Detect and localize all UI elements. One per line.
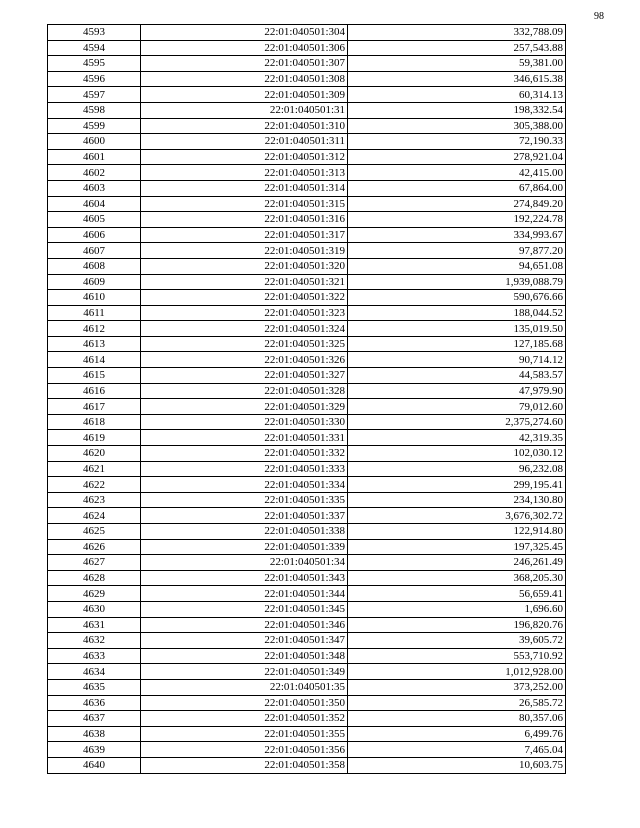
value-cell: 59,381.00 [348,56,566,72]
table-row [48,648,566,664]
cadastral-number-cell: 22:01:040501:312 [141,149,348,165]
cadastral-number-cell: 22:01:040501:343 [141,570,348,586]
row-number-cell: 4628 [48,570,141,586]
row-number-cell: 4620 [48,446,141,462]
row-number-cell: 4624 [48,508,141,524]
value-cell: 39,605.72 [348,633,566,649]
value-cell: 278,921.04 [348,149,566,165]
table-row [48,383,566,399]
row-number-cell: 4599 [48,118,141,134]
table-row [48,664,566,680]
cadastral-value-table [47,24,566,774]
row-number-cell: 4610 [48,290,141,306]
row-number-cell: 4613 [48,336,141,352]
cadastral-number-cell: 22:01:040501:356 [141,742,348,758]
row-number-cell: 4614 [48,352,141,368]
value-cell: 47,979.90 [348,383,566,399]
value-cell: 56,659.41 [348,586,566,602]
value-cell: 234,130.80 [348,492,566,508]
row-number-cell: 4606 [48,227,141,243]
value-cell: 2,375,274.60 [348,414,566,430]
row-number-cell: 4601 [48,149,141,165]
cadastral-number-cell: 22:01:040501:325 [141,336,348,352]
table-row [48,477,566,493]
cadastral-number-cell: 22:01:040501:355 [141,726,348,742]
cadastral-number-cell: 22:01:040501:348 [141,648,348,664]
table-row [48,134,566,150]
cadastral-number-cell: 22:01:040501:327 [141,368,348,384]
row-number-cell: 4639 [48,742,141,758]
value-cell: 198,332.54 [348,102,566,118]
table-row [48,586,566,602]
cadastral-number-cell: 22:01:040501:339 [141,539,348,555]
value-cell: 60,314.13 [348,87,566,103]
row-number-cell: 4626 [48,539,141,555]
row-number-cell: 4617 [48,399,141,415]
table-row [48,305,566,321]
cadastral-number-cell: 22:01:040501:330 [141,414,348,430]
table-row [48,25,566,41]
row-number-cell: 4612 [48,321,141,337]
cadastral-number-cell: 22:01:040501:338 [141,524,348,540]
row-number-cell: 4595 [48,56,141,72]
value-cell: 72,190.33 [348,134,566,150]
cadastral-number-cell: 22:01:040501:317 [141,227,348,243]
cadastral-number-cell: 22:01:040501:311 [141,134,348,150]
row-number-cell: 4627 [48,555,141,571]
row-number-cell: 4618 [48,414,141,430]
table-row [48,368,566,384]
value-cell: 257,543.88 [348,40,566,56]
table-row [48,165,566,181]
table-row [48,274,566,290]
table-row [48,524,566,540]
row-number-cell: 4633 [48,648,141,664]
row-number-cell: 4616 [48,383,141,399]
table-row [48,399,566,415]
cadastral-number-cell: 22:01:040501:315 [141,196,348,212]
row-number-cell: 4615 [48,368,141,384]
cadastral-number-cell: 22:01:040501:345 [141,601,348,617]
cadastral-number-cell: 22:01:040501:316 [141,212,348,228]
value-cell: 7,465.04 [348,742,566,758]
value-cell: 305,388.00 [348,118,566,134]
value-cell: 590,676.66 [348,290,566,306]
cadastral-number-cell: 22:01:040501:329 [141,399,348,415]
row-number-cell: 4600 [48,134,141,150]
cadastral-number-cell: 22:01:040501:308 [141,71,348,87]
value-cell: 346,615.38 [348,71,566,87]
cadastral-number-cell: 22:01:040501:323 [141,305,348,321]
row-number-cell: 4637 [48,711,141,727]
table-row [48,243,566,259]
row-number-cell: 4640 [48,757,141,773]
value-cell: 197,325.45 [348,539,566,555]
value-cell: 97,877.20 [348,243,566,259]
table-row [48,679,566,695]
row-number-cell: 4608 [48,258,141,274]
page-number: 98 [594,11,604,22]
row-number-cell: 4629 [48,586,141,602]
table-row [48,461,566,477]
row-number-cell: 4636 [48,695,141,711]
cadastral-number-cell: 22:01:040501:314 [141,180,348,196]
cadastral-number-cell: 22:01:040501:34 [141,555,348,571]
table-row [48,742,566,758]
value-cell: 79,012.60 [348,399,566,415]
value-cell: 42,319.35 [348,430,566,446]
row-number-cell: 4635 [48,679,141,695]
row-number-cell: 4611 [48,305,141,321]
row-number-cell: 4632 [48,633,141,649]
cadastral-number-cell: 22:01:040501:320 [141,258,348,274]
table-row [48,227,566,243]
value-cell: 1,696.60 [348,601,566,617]
value-cell: 94,651.08 [348,258,566,274]
row-number-cell: 4597 [48,87,141,103]
table-row [48,196,566,212]
table-row [48,492,566,508]
table-row [48,336,566,352]
row-number-cell: 4638 [48,726,141,742]
table-row [48,446,566,462]
table-row [48,633,566,649]
cadastral-number-cell: 22:01:040501:324 [141,321,348,337]
row-number-cell: 4594 [48,40,141,56]
value-cell: 102,030.12 [348,446,566,462]
value-cell: 334,993.67 [348,227,566,243]
cadastral-number-cell: 22:01:040501:332 [141,446,348,462]
value-cell: 10,603.75 [348,757,566,773]
table-row [48,290,566,306]
cadastral-number-cell: 22:01:040501:322 [141,290,348,306]
cadastral-number-cell: 22:01:040501:307 [141,56,348,72]
value-cell: 1,939,088.79 [348,274,566,290]
row-number-cell: 4631 [48,617,141,633]
value-cell: 42,415.00 [348,165,566,181]
table-body [48,25,566,774]
cadastral-number-cell: 22:01:040501:35 [141,679,348,695]
cadastral-number-cell: 22:01:040501:304 [141,25,348,41]
value-cell: 44,583.57 [348,368,566,384]
value-cell: 188,044.52 [348,305,566,321]
table-row [48,726,566,742]
value-cell: 553,710.92 [348,648,566,664]
table-row [48,71,566,87]
row-number-cell: 4607 [48,243,141,259]
value-cell: 3,676,302.72 [348,508,566,524]
value-cell: 373,252.00 [348,679,566,695]
table-row [48,87,566,103]
row-number-cell: 4604 [48,196,141,212]
cadastral-number-cell: 22:01:040501:350 [141,695,348,711]
cadastral-number-cell: 22:01:040501:349 [141,664,348,680]
row-number-cell: 4602 [48,165,141,181]
cadastral-number-cell: 22:01:040501:335 [141,492,348,508]
table-row [48,118,566,134]
table-row [48,149,566,165]
value-cell: 368,205.30 [348,570,566,586]
row-number-cell: 4609 [48,274,141,290]
row-number-cell: 4625 [48,524,141,540]
cadastral-number-cell: 22:01:040501:358 [141,757,348,773]
value-cell: 332,788.09 [348,25,566,41]
cadastral-number-cell: 22:01:040501:313 [141,165,348,181]
row-number-cell: 4598 [48,102,141,118]
cadastral-number-cell: 22:01:040501:319 [141,243,348,259]
cadastral-number-cell: 22:01:040501:344 [141,586,348,602]
cadastral-number-cell: 22:01:040501:347 [141,633,348,649]
value-cell: 196,820.76 [348,617,566,633]
table-row [48,430,566,446]
value-cell: 26,585.72 [348,695,566,711]
cadastral-number-cell: 22:01:040501:352 [141,711,348,727]
table-row [48,757,566,773]
value-cell: 127,185.68 [348,336,566,352]
cadastral-number-cell: 22:01:040501:309 [141,87,348,103]
table-row [48,711,566,727]
table-row [48,352,566,368]
row-number-cell: 4630 [48,601,141,617]
cadastral-number-cell: 22:01:040501:333 [141,461,348,477]
row-number-cell: 4622 [48,477,141,493]
value-cell: 6,499.76 [348,726,566,742]
cadastral-number-cell: 22:01:040501:310 [141,118,348,134]
table-row [48,414,566,430]
value-cell: 90,714.12 [348,352,566,368]
value-cell: 67,864.00 [348,180,566,196]
value-cell: 192,224.78 [348,212,566,228]
row-number-cell: 4619 [48,430,141,446]
row-number-cell: 4596 [48,71,141,87]
cadastral-number-cell: 22:01:040501:306 [141,40,348,56]
value-cell: 80,357.06 [348,711,566,727]
cadastral-number-cell: 22:01:040501:331 [141,430,348,446]
value-cell: 96,232.08 [348,461,566,477]
value-cell: 135,019.50 [348,321,566,337]
cadastral-number-cell: 22:01:040501:334 [141,477,348,493]
row-number-cell: 4603 [48,180,141,196]
cadastral-number-cell: 22:01:040501:328 [141,383,348,399]
table-row [48,695,566,711]
table-row [48,508,566,524]
cadastral-number-cell: 22:01:040501:31 [141,102,348,118]
cadastral-number-cell: 22:01:040501:321 [141,274,348,290]
table-row [48,40,566,56]
value-cell: 122,914.80 [348,524,566,540]
row-number-cell: 4605 [48,212,141,228]
table-row [48,258,566,274]
table-row [48,102,566,118]
table-row [48,555,566,571]
cadastral-number-cell: 22:01:040501:346 [141,617,348,633]
row-number-cell: 4634 [48,664,141,680]
table-row [48,601,566,617]
value-cell: 246,261.49 [348,555,566,571]
table-row [48,56,566,72]
table-row [48,180,566,196]
table-row [48,321,566,337]
row-number-cell: 4593 [48,25,141,41]
table-row [48,617,566,633]
value-cell: 1,012,928.00 [348,664,566,680]
table-row [48,570,566,586]
cadastral-number-cell: 22:01:040501:337 [141,508,348,524]
row-number-cell: 4621 [48,461,141,477]
row-number-cell: 4623 [48,492,141,508]
table-row [48,539,566,555]
value-cell: 299,195.41 [348,477,566,493]
table-row [48,212,566,228]
value-cell: 274,849.20 [348,196,566,212]
cadastral-number-cell: 22:01:040501:326 [141,352,348,368]
